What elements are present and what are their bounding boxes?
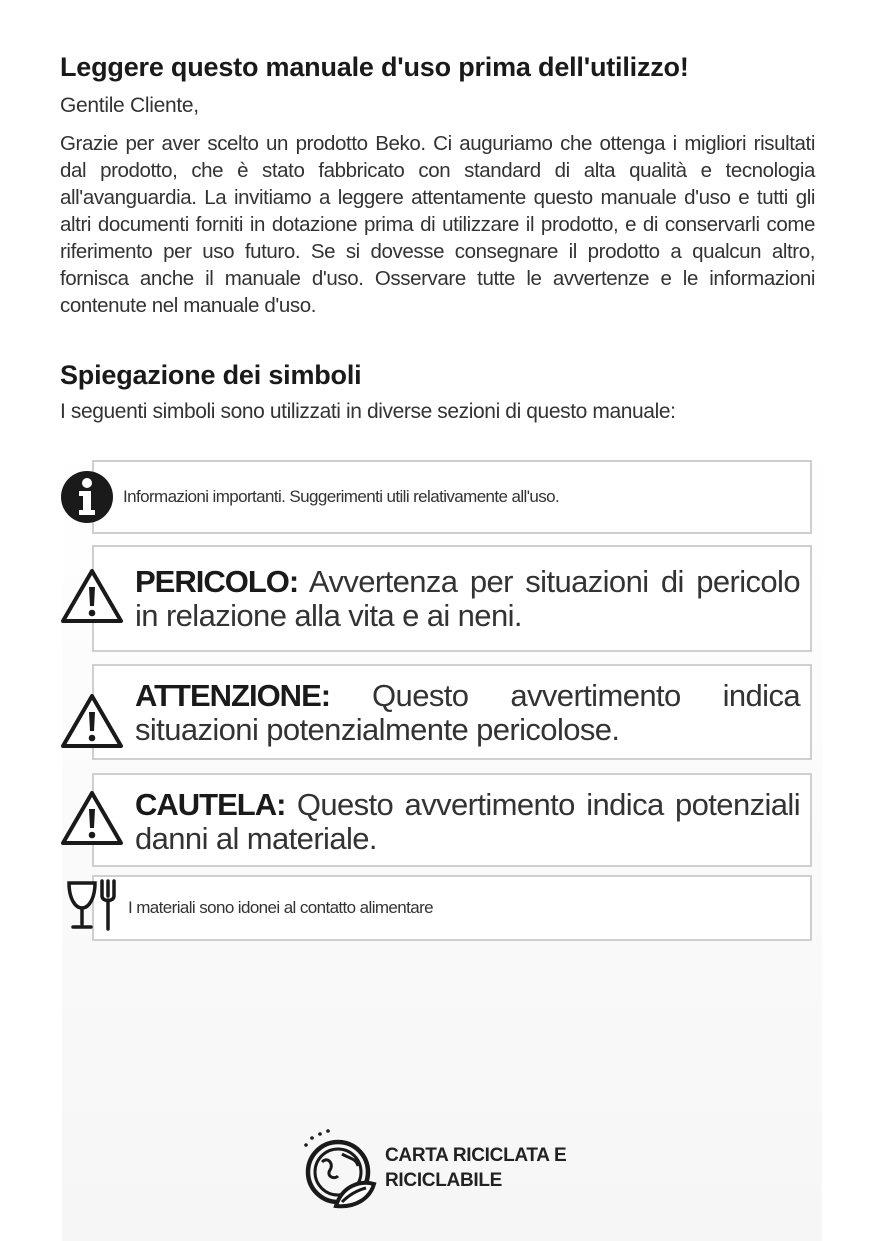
danger-keyword: PERICOLO: [135, 564, 299, 599]
warning-description: Questo avvertimento indica situazioni potenzialmente pericolose. [135, 678, 800, 747]
greeting: Gentile Cliente, [60, 94, 199, 117]
caution-text [135, 788, 800, 856]
warning-triangle-icon [60, 693, 124, 749]
glass-fork-icon [66, 878, 120, 932]
food-contact-text: I materiali sono idonei al contatto alimentare [128, 898, 434, 917]
warning-keyword: ATTENZIONE: [135, 678, 331, 713]
page-title: Leggere questo manuale d'uso prima dell'utilizzo! [60, 52, 689, 82]
danger-text [135, 565, 800, 633]
danger-description: Avvertenza per situazioni di pericolo in relazione alla vita e ai neni. [135, 564, 800, 633]
symbols-intro: I seguenti simboli sono utilizzati in diverse sezioni di questo manuale: [60, 400, 676, 423]
recycled-paper-globe-icon [300, 1128, 380, 1212]
logo-line-1: CARTA RICICLATA E [385, 1145, 567, 1166]
logo-line-2: RICICLABILE [385, 1170, 503, 1191]
caution-keyword: CAUTELA: [135, 787, 286, 822]
intro-paragraph: Grazie per aver scelto un prodotto Beko. Ci auguriamo che ottenga i migliori risultati dal prodotto, che è stato fabbricato con standard di alta qualità e tecnologia all'avanguardia. La invitiamo a leggere attentamente questo manuale d'uso e tutti gli altri documenti forniti in dotazione prima di utilizzare il prodotto, e di conservarli come riferimento per uso futuro. Se si dovesse consegnare il prodotto a qualcun altro, fornisca anche il manuale d'uso. Osservare tutte le avvertenze e le informazioni contenute nel manuale d'uso. [60, 132, 815, 317]
warning-text [135, 679, 800, 747]
info-icon [60, 470, 114, 524]
warning-triangle-icon [60, 568, 124, 624]
warning-triangle-icon [60, 790, 124, 846]
caution-description: Questo avvertimento indica potenziali danni al materiale. [135, 787, 800, 856]
info-text: Informazioni importanti. Suggerimenti utili relativamente all'uso. [123, 487, 560, 506]
section-title-symbols: Spiegazione dei simboli [60, 360, 362, 390]
